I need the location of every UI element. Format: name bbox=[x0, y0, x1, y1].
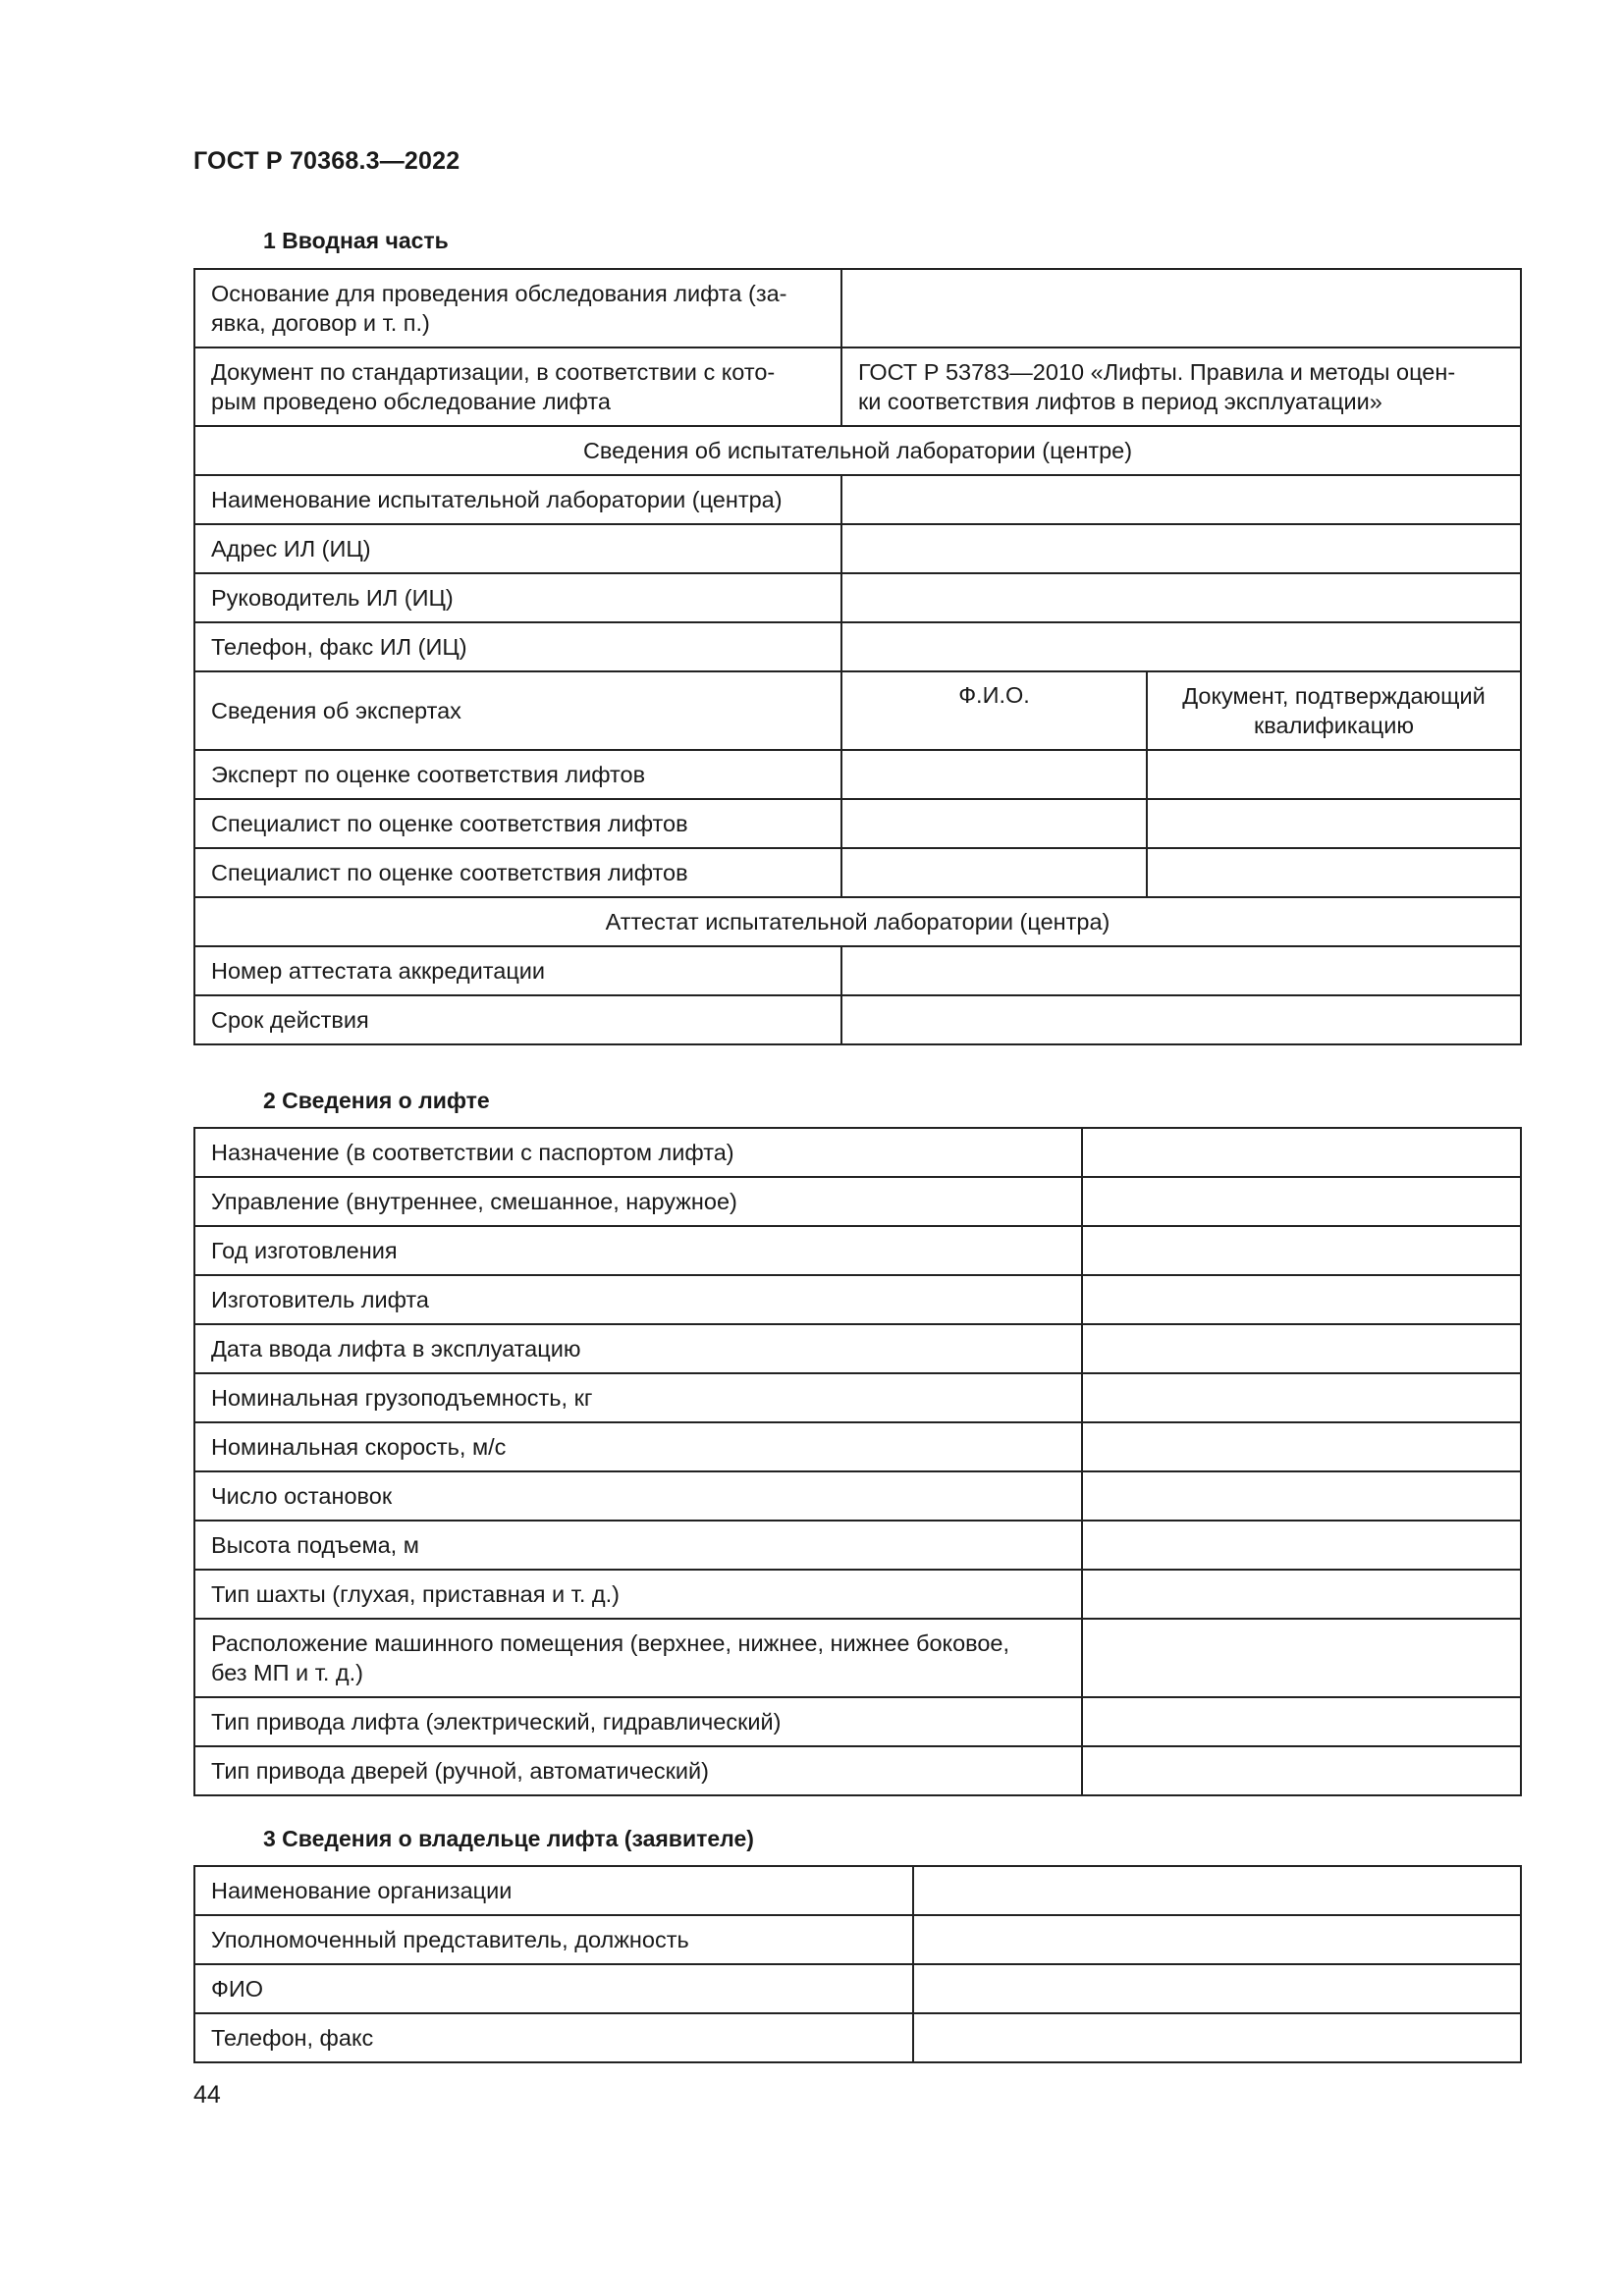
page-number: 44 bbox=[193, 2081, 221, 2109]
attestat-number-label: Номер аттестата аккредитации bbox=[194, 946, 841, 995]
specialist-row-fio bbox=[841, 848, 1147, 897]
owner-row-label: Наименование организации bbox=[194, 1866, 913, 1915]
attestat-validity-value bbox=[841, 995, 1521, 1044]
lift-row-value bbox=[1082, 1324, 1521, 1373]
lift-row-value bbox=[1082, 1697, 1521, 1746]
lift-row-value bbox=[1082, 1373, 1521, 1422]
lift-row-label: Тип привода дверей (ручной, автоматический) bbox=[194, 1746, 1082, 1795]
lift-row-value bbox=[1082, 1177, 1521, 1226]
lift-row-label: Тип шахты (глухая, приставная и т. д.) bbox=[194, 1570, 1082, 1619]
owner-info-table bbox=[193, 1865, 1522, 2063]
lift-row-label: Номинальная скорость, м/с bbox=[194, 1422, 1082, 1471]
lift-row-value bbox=[1082, 1570, 1521, 1619]
attestat-number-value bbox=[841, 946, 1521, 995]
specialist-row-doc bbox=[1147, 848, 1521, 897]
lab-head-value bbox=[841, 573, 1521, 622]
lift-row-value bbox=[1082, 1619, 1521, 1697]
section-1-title: 1 Вводная часть bbox=[263, 228, 449, 253]
lab-phone-value bbox=[841, 622, 1521, 671]
lab-head-label: Руководитель ИЛ (ИЦ) bbox=[194, 573, 841, 622]
lift-row-label: Число остановок bbox=[194, 1471, 1082, 1521]
specialist-row-doc bbox=[1147, 799, 1521, 848]
lift-row-value bbox=[1082, 1746, 1521, 1795]
lab-name-value bbox=[841, 475, 1521, 524]
lab-address-value bbox=[841, 524, 1521, 573]
expert-row-label: Эксперт по оценке соответствия лифтов bbox=[194, 750, 841, 799]
owner-row-value bbox=[913, 1915, 1521, 1964]
experts-doc-header: Документ, подтверждающий квалификацию bbox=[1147, 671, 1521, 750]
owner-row-label: ФИО bbox=[194, 1964, 913, 2013]
attestat-validity-label: Срок действия bbox=[194, 995, 841, 1044]
owner-row-value bbox=[913, 2013, 1521, 2062]
section-3-title: 3 Сведения о владельце лифта (заявителе) bbox=[263, 1826, 754, 1851]
document-code: ГОСТ Р 70368.3—2022 bbox=[193, 147, 460, 175]
standard-document-value: ГОСТ Р 53783—2010 «Лифты. Правила и методы оцен- ки соответствия лифтов в период эксплуатации» bbox=[841, 347, 1521, 426]
section-2-title: 2 Сведения о лифте bbox=[263, 1088, 490, 1113]
lift-row-label: Назначение (в соответствии с паспортом лифта) bbox=[194, 1128, 1082, 1177]
lift-row-value bbox=[1082, 1226, 1521, 1275]
expert-row-fio bbox=[841, 750, 1147, 799]
expert-row-doc bbox=[1147, 750, 1521, 799]
lift-row-value bbox=[1082, 1471, 1521, 1521]
experts-label: Сведения об экспертах bbox=[194, 671, 841, 750]
lift-row-value bbox=[1082, 1128, 1521, 1177]
basis-label: Основание для проведения обследования лифта (за- явка, договор и т. п.) bbox=[194, 269, 841, 347]
owner-row-value bbox=[913, 1866, 1521, 1915]
specialist-row-label: Специалист по оценке соответствия лифтов bbox=[194, 848, 841, 897]
owner-row-label: Телефон, факс bbox=[194, 2013, 913, 2062]
standard-document-label: Документ по стандартизации, в соответствии с кото- рым проведено обследование лифта bbox=[194, 347, 841, 426]
intro-table bbox=[193, 268, 1522, 1045]
specialist-row-fio bbox=[841, 799, 1147, 848]
lift-row-value bbox=[1082, 1422, 1521, 1471]
specialist-row-label: Специалист по оценке соответствия лифтов bbox=[194, 799, 841, 848]
experts-fio-header: Ф.И.О. bbox=[841, 671, 1147, 750]
lift-row-label: Управление (внутреннее, смешанное, наружное) bbox=[194, 1177, 1082, 1226]
lift-info-table bbox=[193, 1127, 1522, 1796]
lift-row-label: Год изготовления bbox=[194, 1226, 1082, 1275]
lab-name-label: Наименование испытательной лаборатории (центра) bbox=[194, 475, 841, 524]
attestat-heading: Аттестат испытательной лаборатории (центра) bbox=[194, 897, 1521, 946]
lift-row-value bbox=[1082, 1275, 1521, 1324]
basis-value bbox=[841, 269, 1521, 347]
lab-address-label: Адрес ИЛ (ИЦ) bbox=[194, 524, 841, 573]
lift-row-label: Номинальная грузоподъемность, кг bbox=[194, 1373, 1082, 1422]
lab-info-heading: Сведения об испытательной лаборатории (центре) bbox=[194, 426, 1521, 475]
lift-row-label: Высота подъема, м bbox=[194, 1521, 1082, 1570]
owner-row-label: Уполномоченный представитель, должность bbox=[194, 1915, 913, 1964]
owner-row-value bbox=[913, 1964, 1521, 2013]
lab-phone-label: Телефон, факс ИЛ (ИЦ) bbox=[194, 622, 841, 671]
lift-row-label: Изготовитель лифта bbox=[194, 1275, 1082, 1324]
lift-row-label: Расположение машинного помещения (верхнее, нижнее, нижнее боковое, без МП и т. д.) bbox=[194, 1619, 1082, 1697]
lift-row-label: Тип привода лифта (электрический, гидравлический) bbox=[194, 1697, 1082, 1746]
lift-row-label: Дата ввода лифта в эксплуатацию bbox=[194, 1324, 1082, 1373]
lift-row-value bbox=[1082, 1521, 1521, 1570]
